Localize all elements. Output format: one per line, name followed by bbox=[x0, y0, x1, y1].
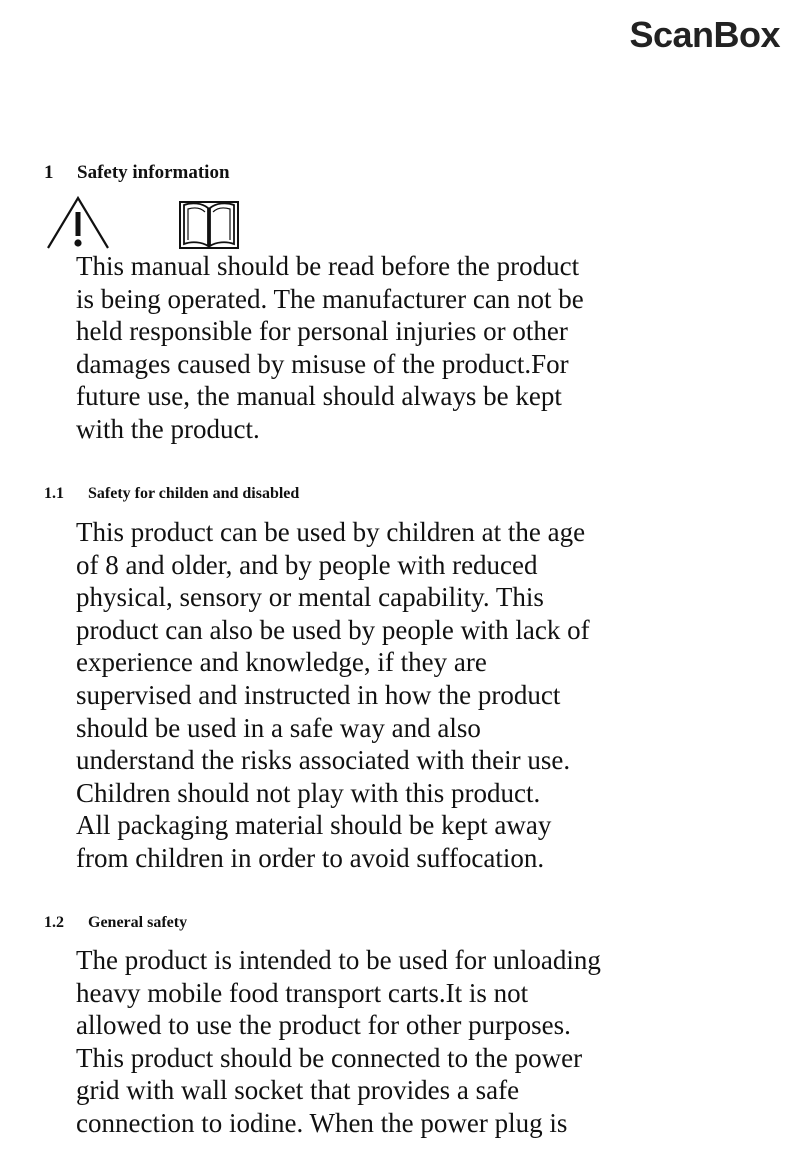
safety-icons bbox=[46, 196, 246, 252]
text-line: Children should not play with this product. bbox=[76, 777, 541, 808]
section-heading-safety-information bbox=[44, 162, 230, 184]
text-line: should be used in a safe way and also bbox=[76, 712, 481, 743]
text-line: experience and knowledge, if they are bbox=[76, 647, 487, 678]
text-line: supervised and instructed in how the product bbox=[76, 679, 561, 710]
text-line: future use, the manual should always be kept bbox=[76, 381, 562, 412]
section-title: Safety for childen and disabled bbox=[88, 485, 300, 502]
text-line: physical, sensory or mental capability. This bbox=[76, 582, 544, 613]
section-number: 1 bbox=[44, 162, 54, 183]
warning-triangle-icon bbox=[46, 196, 112, 250]
text-line: damages caused by misuse of the product.For bbox=[76, 348, 569, 379]
text-line: from children in order to avoid suffocation. bbox=[76, 842, 545, 873]
text-line: is being operated. The manufacturer can not be bbox=[76, 283, 584, 314]
section-title: Safety information bbox=[77, 162, 230, 183]
brand-logo: ScanBox bbox=[629, 14, 780, 55]
text-line: heavy mobile food transport carts.It is not bbox=[76, 977, 529, 1008]
text-line: held responsible for personal injuries or other bbox=[76, 316, 568, 347]
text-line: allowed to use the product for other purposes. bbox=[76, 1010, 571, 1041]
text-line: with the product. bbox=[76, 413, 260, 444]
text-line: This manual should be read before the product bbox=[76, 251, 580, 281]
text-line: This product can be used by children at the age bbox=[76, 517, 586, 547]
text-line: The product is intended to be used for unloading bbox=[76, 945, 601, 975]
section-heading-general-safety bbox=[44, 914, 187, 932]
text-line: understand the risks associated with their use. bbox=[76, 745, 571, 776]
text-line: product can also be used by people with lack of bbox=[76, 614, 590, 645]
text-line: All packaging material should be kept away bbox=[76, 810, 552, 841]
manual-book-icon bbox=[178, 200, 240, 250]
children-disabled-text bbox=[76, 516, 791, 875]
text-line: of 8 and older, and by people with reduced bbox=[76, 549, 538, 580]
text-line: This product should be connected to the power bbox=[76, 1042, 583, 1073]
section-number: 1.1 bbox=[44, 485, 64, 502]
section-title: General safety bbox=[88, 914, 188, 931]
section-heading-children-disabled bbox=[44, 485, 299, 503]
general-safety-text bbox=[76, 944, 791, 1140]
text-line: grid with wall socket that provides a safe bbox=[76, 1075, 520, 1106]
text-line: connection to iodine. When the power plug is bbox=[76, 1107, 568, 1138]
safety-information-text bbox=[76, 250, 791, 446]
section-number: 1.2 bbox=[44, 914, 64, 931]
